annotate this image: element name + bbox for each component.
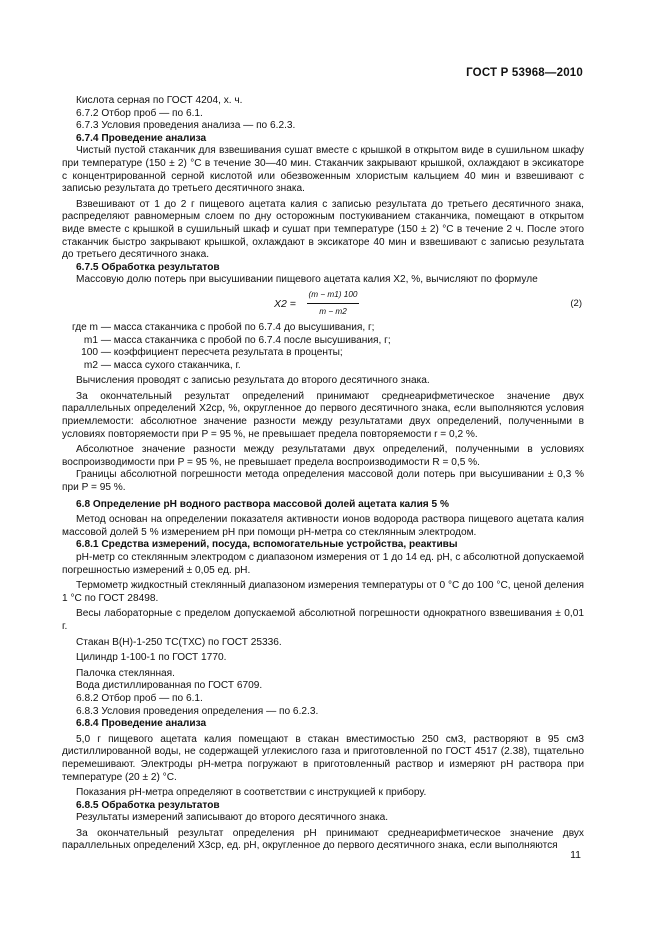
reagent-line: Кислота серная по ГОСТ 4204, х. ч.: [76, 95, 243, 106]
definition-symbol: 100: [81, 347, 98, 359]
definition-m1: [62, 335, 584, 348]
formula-denominator: m − m2: [319, 306, 347, 316]
clause-6-8-2: 6.8.2 Отбор проб — по 6.1.: [76, 692, 203, 704]
formula-number: (2): [570, 297, 582, 309]
heading-6-8-1: 6.8.1 Средства измерений, посуда, вспомогательные устройства, реактивы: [76, 539, 458, 551]
paragraph-reproducibility: Абсолютное значение разности между результатами двух определений, полученными в условиях воспроизводимости при P = 95 %, не превышает предела воспроизводимости R = 0,5 %.: [62, 444, 584, 468]
definition-text: — масса стаканчика с пробой по 6.7.4 до высушивания, г;: [100, 321, 375, 333]
formula-definitions: [62, 322, 584, 372]
paragraph-scales: Весы лабораторные с пределом допускаемой абсолютной погрешности однократного взвешивания ± 0,01 г.: [62, 608, 584, 632]
paragraph-recording: Результаты измерений записывают до второго десятичного знака.: [76, 812, 389, 824]
definition-m: [62, 322, 584, 335]
paragraph-method-basis: Метод основан на определении показателя активности ионов водорода раствора пищевого ацетата калия массовой долей 5 % измерением pH при помощи pH-метра со стеклянным электродом.: [62, 514, 584, 538]
item-glass-rod: Палочка стеклянная.: [76, 667, 175, 679]
formula-fraction: [307, 289, 359, 318]
heading-6-7-4: 6.7.4 Проведение анализа: [76, 132, 207, 144]
document-id-header: ГОСТ Р 53968—2010: [466, 67, 583, 79]
heading-6-7-5: 6.7.5 Обработка результатов: [76, 261, 220, 273]
definition-text: — коэффициент пересчета результата в проценты;: [100, 347, 343, 359]
formula-numerator: (m − m1) 100: [307, 289, 359, 304]
definition-text: — масса стаканчика с пробой по 6.7.4 после высушивания, г;: [100, 334, 391, 346]
item-cylinder: Цилиндр 1-100-1 по ГОСТ 1770.: [76, 652, 227, 664]
paragraph-weighing: Взвешивают от 1 до 2 г пищевого ацетата калия с записью результата до третьего десятичного знака, распределяют равномерным слоем по дну осторожным постукиванием стаканчика, помещают в открытом виде вместе с крышкой в сушильный шкаф и сушат при температуре (150 ± 2) °С в течение 2 ч. После этого стаканчик быстро закрывают крышкой, охлаждают в эксикаторе 40 мин и взвешивают с записью результата до третьего десятичного знака.: [62, 198, 584, 261]
formula-lhs: X2 =: [274, 297, 296, 310]
document-body: [62, 95, 584, 853]
heading-6-8: 6.8 Определение pH водного раствора массовой долей ацетата калия 5 %: [76, 498, 449, 510]
paragraph-calc-precision: Вычисления проводят с записью результата до второго десятичного знака.: [76, 375, 430, 387]
definition-100: [62, 347, 584, 360]
paragraph-thermometer: Термометр жидкостный стеклянный диапазоном измерения температуры от 0 °С до 100 °С, ценой деления 1 °С по ГОСТ 28498.: [62, 580, 584, 604]
paragraph-final-ph: За окончательный результат определения pH принимают среднеарифметическое значение двух параллельных определений X3ср, ед. pH, округленное до первого десятичного знака, если выполняются: [62, 827, 584, 852]
item-beaker: Стакан В(Н)-1-250 ТС(ТХС) по ГОСТ 25336.: [76, 636, 282, 648]
definition-symbol: m2: [83, 359, 98, 371]
formula-2: [62, 289, 584, 319]
paragraph-formula-intro: Массовую долю потерь при высушивании пищевого ацетата калия X2, %, вычисляют по формуле: [76, 274, 538, 286]
paragraph-ph-meter: pH-метр со стеклянным электродом с диапазоном измерения от 1 до 14 ед. pH, с абсолютной допускаемой погрешностью измерений ± 0,05 ед. pH.: [62, 552, 584, 576]
definition-symbol: где m: [71, 321, 98, 333]
paragraph-error-bounds: Границы абсолютной погрешности метода определения массовой доли потерь при высушивании ± 0,3 % при P = 95 %.: [62, 469, 584, 494]
heading-6-8-4: 6.8.4 Проведение анализа: [76, 718, 207, 730]
heading-6-8-5: 6.8.5 Обработка результатов: [76, 799, 220, 811]
clause-6-8-3: 6.8.3 Условия проведения определения — по 6.2.3.: [76, 705, 319, 717]
clause-6-7-2: 6.7.2 Отбор проб — по 6.1.: [76, 107, 203, 119]
paragraph-drying-cup: Чистый пустой стаканчик для взвешивания сушат вместе с крышкой в открытом виде в сушильном шкафу при температуре (150 ± 2) °С в течение 30—40 мин. Стаканчик закрывают крышкой, охлаждают в эксикаторе с концентрированной серной кислотой или обезвоженным хлористым кальцием 40 мин и взвешивают с записью результата до третьего десятичного знака.: [62, 145, 584, 195]
paragraph-final-result: За окончательный результат определений принимают среднеарифметическое значение двух параллельных определений X2ср, %, округленное до первого десятичного знака, если выполняются условия приемлемости: абсолютное значение разности между результатами двух определений, полученными в условиях повторяемости при P = 95 %, не превышает предела повторяемости r = 0,2 %.: [62, 390, 584, 440]
definition-m2: [62, 360, 584, 373]
page-number: 11: [570, 849, 581, 861]
item-distilled-water: Вода дистиллированная по ГОСТ 6709.: [76, 680, 263, 692]
definition-symbol: m1: [83, 334, 98, 346]
paragraph-readings: Показания pH-метра определяют в соответствии с инструкцией к прибору.: [76, 787, 427, 799]
clause-6-7-3: 6.7.3 Условия проведения анализа — по 6.2.3.: [76, 120, 296, 132]
paragraph-sample-prep: 5,0 г пищевого ацетата калия помещают в стакан вместимостью 250 см3, растворяют в 95 см3 дистиллированной воды, не содержащей углекислого газа и приготовленной по ГОСТ 4517 (2.38), тщательно перемешивают. Электроды pH-метра погружают в приготовленный раствор и измеряют pH раствора при температуре (20 ± 2) °С.: [62, 733, 584, 783]
definition-text: — масса сухого стаканчика, г.: [100, 359, 241, 371]
